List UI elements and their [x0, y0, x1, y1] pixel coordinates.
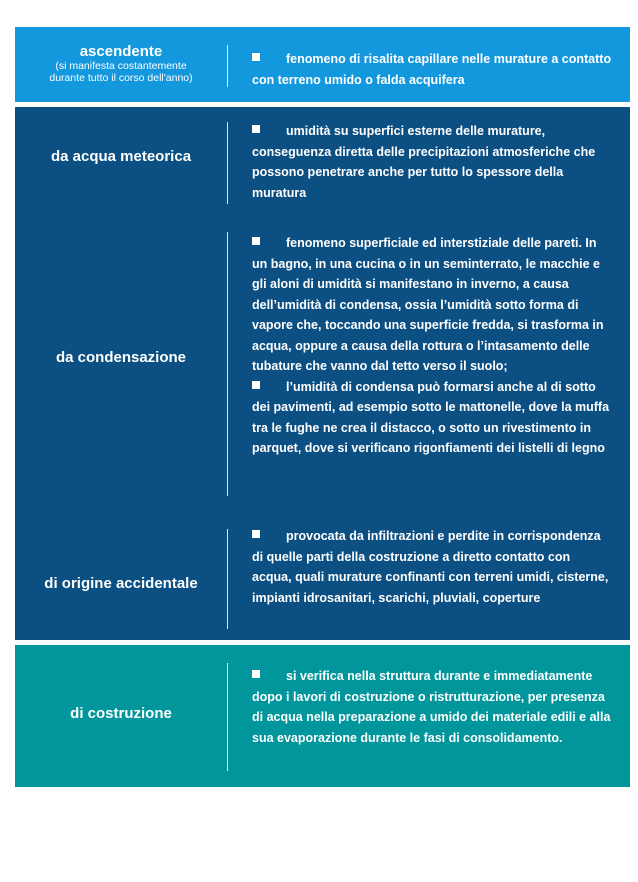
row-title: ascendente: [79, 43, 163, 60]
band-ascendente: [15, 27, 630, 102]
bullet-icon: [252, 381, 260, 389]
row-description: [252, 233, 612, 459]
row-title: di origine accidentale: [44, 575, 198, 592]
row-title: da acqua meteorica: [50, 148, 192, 165]
divider: [227, 45, 228, 87]
row-subtitle-line1: (si manifesta costantemente: [55, 60, 187, 72]
row-label: [15, 705, 227, 722]
bullet-icon: [252, 237, 260, 245]
divider: [227, 663, 228, 771]
row-description: [252, 526, 612, 608]
row-description: [252, 666, 612, 748]
row-label: [15, 349, 227, 366]
row-description: [252, 49, 612, 90]
description-paragraph: l’umidità di condensa può formarsi anche al di sotto dei pavimenti, ad esempio sotto le mattonelle, dove la muffa tra le fughe ne crea il distacco, o sotto un rivestimento in parquet, dove si verificano rigonfiamenti dei listelli di legno: [252, 379, 610, 455]
row-title: da condensazione: [55, 349, 187, 366]
band-condensazione: [15, 217, 630, 507]
band-accidentale: [15, 507, 630, 640]
row-title: di costruzione: [70, 705, 172, 722]
band-meteorica: [15, 107, 630, 217]
bullet-icon: [252, 530, 260, 538]
row-label: [15, 575, 227, 592]
description-paragraph: fenomeno superficiale ed interstiziale delle pareti. In un bagno, in una cucina o in un seminterrato, le macchie e gli aloni di umidità si manifestano in inverno, a causa dell’umidità di condensa, ossia l’umidità sotto forma di vapore che, toccando una superficie fredda, si trasforma in acqua, oppure a causa della rottura o l’intasamento delle tubature che vanno dal tetto verso il suolo;: [252, 236, 604, 373]
row-subtitle-line2: durante tutto il corso dell'anno): [49, 72, 193, 84]
row-label: [15, 148, 227, 165]
divider: [227, 529, 228, 629]
bullet-icon: [252, 125, 260, 133]
row-label: [15, 43, 227, 84]
description-paragraph: provocata da infiltrazioni e perdite in corrispondenza di quelle parti della costruzione a diretto contatto con acqua, quali murature confinanti con terreni umidi, cisterne, impianti idrosanitari, scarichi, pluviali, coperture: [252, 529, 609, 605]
divider: [227, 122, 228, 204]
row-description: [252, 121, 612, 203]
bullet-icon: [252, 53, 260, 61]
band-costruzione: [15, 645, 630, 787]
description-paragraph: si verifica nella struttura durante e immediatamente dopo i lavori di costruzione o ristrutturazione, per presenza di acqua nella preparazione a umido dei materiale edili e alla sua evaporazione durante le fasi di consolidamento.: [252, 669, 611, 745]
description-paragraph: umidità su superfici esterne delle murature, conseguenza diretta delle precipitazioni atmosferiche che possono penetrare anche per tutto lo spessore della muratura: [252, 124, 596, 200]
divider: [227, 232, 228, 496]
description-paragraph: fenomeno di risalita capillare nelle murature a contatto con terreno umido o falda acquifera: [252, 52, 612, 87]
bullet-icon: [252, 670, 260, 678]
